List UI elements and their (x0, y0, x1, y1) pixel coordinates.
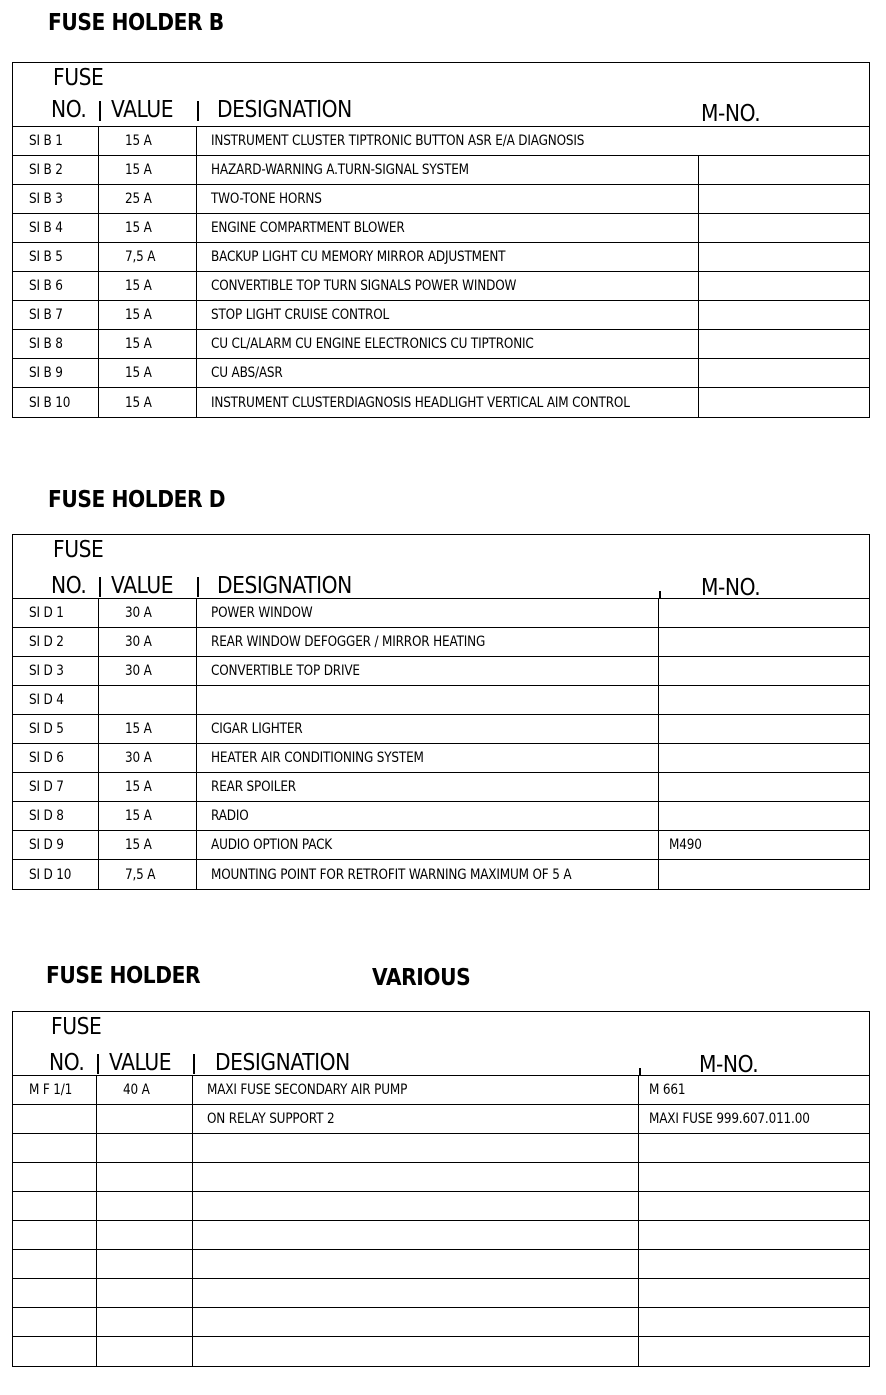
fuse-value-cell (97, 1308, 193, 1336)
fuse-no-cell (13, 330, 99, 358)
fuse-no-cell (13, 860, 99, 889)
section-title-fuse-holder-d: FUSE HOLDER D (48, 487, 226, 513)
designation-text: CU ABS/ASR (211, 365, 283, 381)
fuse-no-cell (13, 657, 99, 685)
m-no-cell (639, 1105, 871, 1133)
fuse-value-cell (97, 1105, 193, 1133)
fuse-value-text: 15 A (125, 220, 152, 236)
fuse-value-text: 15 A (125, 808, 152, 824)
fuse-value-text: 15 A (125, 133, 152, 149)
table-row (13, 1134, 869, 1163)
fuse-no-cell (13, 831, 99, 859)
fuse-value-cell (99, 185, 197, 213)
fuse-no-cell (13, 1076, 97, 1104)
fuse-value-cell (97, 1163, 193, 1191)
fuse-holder-d-table (12, 534, 870, 890)
designation-cell (193, 1250, 639, 1278)
fuse-no-text: SI B 10 (29, 394, 71, 411)
fuse-no-text: SI D 9 (29, 837, 64, 853)
designation-text: MOUNTING POINT FOR RETROFIT WARNING MAXIMUM OF 5 A (211, 866, 572, 883)
designation-cell (197, 359, 699, 387)
fuse-value-cell (99, 388, 197, 417)
fuse-value-cell (99, 330, 197, 358)
table-row (13, 301, 869, 330)
designation-cell (193, 1337, 639, 1366)
table-row (13, 599, 869, 628)
table-row (13, 243, 869, 272)
table-row (13, 272, 869, 301)
table-row (13, 1163, 869, 1192)
table-header (13, 63, 869, 127)
fuse-no-cell (13, 272, 99, 300)
fuse-no-cell (13, 1250, 97, 1278)
header-designation: DESIGNATION (217, 573, 352, 599)
fuse-no-cell (13, 1192, 97, 1220)
designation-cell (197, 330, 699, 358)
m-no-cell (639, 1134, 871, 1162)
fuse-value-text: 15 A (125, 721, 152, 737)
designation-cell (197, 185, 699, 213)
fuse-no-text: SI D 3 (29, 663, 64, 679)
table-body (13, 127, 869, 417)
table-row (13, 1192, 869, 1221)
table-row (13, 214, 869, 243)
designation-cell (197, 773, 659, 801)
m-no-cell (659, 686, 871, 714)
header-fuse: FUSE (53, 65, 104, 91)
m-no-cell (699, 214, 871, 242)
fuse-value-cell (99, 831, 197, 859)
designation-text: INSTRUMENT CLUSTERDIAGNOSIS HEADLIGHT VERTICAL AIM CONTROL (211, 394, 630, 411)
table-row (13, 156, 869, 185)
fuse-no-cell (13, 359, 99, 387)
fuse-no-text: SI D 4 (29, 692, 64, 708)
fuse-no-cell (13, 301, 99, 329)
m-no-cell (639, 1163, 871, 1191)
header-fuse: FUSE (51, 1014, 102, 1040)
fuse-value-cell (97, 1134, 193, 1162)
header-no: NO. (51, 97, 87, 123)
fuse-no-text: SI B 9 (29, 365, 63, 381)
fuse-value-cell (97, 1279, 193, 1307)
fuse-no-cell (13, 156, 99, 184)
section-title-fuse-holder-various: FUSE HOLDER (46, 963, 201, 989)
designation-text: BACKUP LIGHT CU MEMORY MIRROR ADJUSTMENT (211, 249, 506, 265)
designation-cell (197, 301, 699, 329)
fuse-no-text: M F 1/1 (29, 1082, 73, 1098)
fuse-no-text: SI D 8 (29, 808, 64, 824)
designation-cell (197, 388, 699, 417)
fuse-value-text: 15 A (125, 394, 152, 411)
m-no-cell (699, 127, 871, 155)
header-value: VALUE (111, 573, 174, 599)
designation-text: CU CL/ALARM CU ENGINE ELECTRONICS CU TIPTRONIC (211, 336, 534, 352)
designation-text: REAR SPOILER (211, 779, 296, 795)
m-no-cell (699, 330, 871, 358)
fuse-value-cell (97, 1076, 193, 1104)
header-m-no: M-NO. (701, 575, 761, 601)
header-designation: DESIGNATION (217, 97, 352, 123)
table-header (13, 535, 869, 599)
fuse-no-cell (13, 628, 99, 656)
fuse-value-text: 15 A (125, 779, 152, 795)
fuse-value-cell (99, 860, 197, 889)
fuse-no-cell (13, 1308, 97, 1336)
designation-cell (197, 860, 659, 889)
fuse-no-cell (13, 1105, 97, 1133)
fuse-value-text: 30 A (125, 750, 152, 766)
fuse-value-cell (99, 628, 197, 656)
table-row (13, 1076, 869, 1105)
fuse-no-text: SI B 2 (29, 162, 63, 178)
fuse-no-text: SI D 7 (29, 779, 64, 795)
designation-text: HEATER AIR CONDITIONING SYSTEM (211, 750, 424, 766)
header-value: VALUE (111, 97, 174, 123)
fuse-value-text: 30 A (125, 663, 152, 679)
table-row (13, 388, 869, 417)
fuse-value-cell (97, 1250, 193, 1278)
m-no-cell (659, 715, 871, 743)
fuse-no-cell (13, 1163, 97, 1191)
m-no-cell (639, 1076, 871, 1104)
m-no-cell (639, 1337, 871, 1366)
m-no-cell (639, 1221, 871, 1249)
fuse-no-cell (13, 686, 99, 714)
table-row (13, 185, 869, 214)
fuse-value-text: 7,5 A (125, 249, 156, 265)
fuse-value-text: 40 A (123, 1082, 150, 1098)
fuse-value-cell (99, 359, 197, 387)
fuse-no-cell (13, 185, 99, 213)
m-no-cell (699, 272, 871, 300)
header-m-no: M-NO. (701, 101, 761, 127)
designation-cell (197, 127, 699, 155)
m-no-cell (699, 359, 871, 387)
fuse-no-text: SI D 1 (29, 605, 64, 621)
fuse-value-text: 15 A (125, 162, 152, 178)
designation-cell (197, 156, 699, 184)
table-body (13, 1076, 869, 1366)
fuse-no-cell (13, 1134, 97, 1162)
designation-cell (197, 657, 659, 685)
fuse-no-cell (13, 744, 99, 772)
designation-cell (197, 831, 659, 859)
designation-text: REAR WINDOW DEFOGGER / MIRROR HEATING (211, 634, 486, 650)
fuse-value-cell (97, 1337, 193, 1366)
m-no-cell (699, 388, 871, 417)
fuse-value-cell (99, 773, 197, 801)
fuse-no-cell (13, 773, 99, 801)
table-row (13, 802, 869, 831)
designation-text: MAXI FUSE SECONDARY AIR PUMP (207, 1082, 408, 1098)
m-no-cell (659, 831, 871, 859)
designation-cell (197, 802, 659, 830)
m-no-cell (699, 156, 871, 184)
fuse-no-text: SI B 5 (29, 249, 63, 265)
designation-text: RADIO (211, 808, 249, 824)
header-no: NO. (49, 1050, 85, 1076)
m-no-cell (659, 773, 871, 801)
table-row (13, 1250, 869, 1279)
fuse-value-cell (97, 1221, 193, 1249)
fuse-value-cell (99, 214, 197, 242)
header-designation: DESIGNATION (215, 1050, 350, 1076)
designation-text: STOP LIGHT CRUISE CONTROL (211, 307, 390, 323)
table-row (13, 744, 869, 773)
fuse-no-text: SI D 2 (29, 634, 64, 650)
designation-cell (193, 1221, 639, 1249)
m-no-cell (639, 1308, 871, 1336)
table-row (13, 1221, 869, 1250)
m-no-text: MAXI FUSE 999.607.011.00 (649, 1111, 810, 1127)
designation-cell (193, 1279, 639, 1307)
m-no-cell (699, 185, 871, 213)
table-row (13, 359, 869, 388)
m-no-cell (659, 628, 871, 656)
header-no: NO. (51, 573, 87, 599)
fuse-value-cell (99, 272, 197, 300)
table-body (13, 599, 869, 889)
header-fuse: FUSE (53, 537, 104, 563)
fuse-no-cell (13, 388, 99, 417)
designation-cell (197, 214, 699, 242)
designation-text: POWER WINDOW (211, 605, 313, 621)
m-no-cell (659, 657, 871, 685)
fuse-value-cell (99, 599, 197, 627)
fuse-value-cell (99, 156, 197, 184)
designation-cell (197, 715, 659, 743)
table-row (13, 773, 869, 802)
table-row (13, 860, 869, 889)
table-row (13, 686, 869, 715)
fuse-no-cell (13, 599, 99, 627)
fuse-value-cell (99, 744, 197, 772)
fuse-value-cell (97, 1192, 193, 1220)
designation-text: HAZARD-WARNING A.TURN-SIGNAL SYSTEM (211, 162, 469, 178)
designation-text: ON RELAY SUPPORT 2 (207, 1111, 335, 1127)
fuse-no-cell (13, 214, 99, 242)
designation-cell (197, 599, 659, 627)
fuse-no-text: SI D 10 (29, 866, 72, 883)
table-row (13, 1105, 869, 1134)
fuse-value-cell (99, 243, 197, 271)
fuse-value-text: 15 A (125, 837, 152, 853)
fuse-value-cell (99, 301, 197, 329)
header-value: VALUE (109, 1050, 172, 1076)
table-row (13, 1279, 869, 1308)
table-row (13, 1308, 869, 1337)
fuse-value-text: 30 A (125, 634, 152, 650)
fuse-value-text: 25 A (125, 191, 152, 207)
designation-cell (197, 628, 659, 656)
designation-cell (197, 744, 659, 772)
designation-cell (193, 1105, 639, 1133)
designation-text: TWO-TONE HORNS (211, 191, 322, 207)
m-no-cell (639, 1279, 871, 1307)
m-no-cell (659, 802, 871, 830)
header-m-no: M-NO. (699, 1052, 759, 1078)
m-no-cell (659, 599, 871, 627)
fuse-value-text: 7,5 A (125, 866, 156, 883)
fuse-no-text: SI B 6 (29, 278, 63, 294)
section-subtitle-various: VARIOUS (372, 965, 471, 991)
fuse-no-cell (13, 127, 99, 155)
fuse-no-text: SI B 1 (29, 133, 63, 149)
designation-cell (197, 243, 699, 271)
designation-text: INSTRUMENT CLUSTER TIPTRONIC BUTTON ASR E/A DIAGNOSIS (211, 133, 585, 149)
designation-text: AUDIO OPTION PACK (211, 837, 333, 853)
fuse-no-cell (13, 243, 99, 271)
fuse-no-text: SI D 6 (29, 750, 64, 766)
table-row (13, 831, 869, 860)
fuse-no-text: SI B 7 (29, 307, 63, 323)
designation-text: CONVERTIBLE TOP DRIVE (211, 663, 360, 679)
designation-cell (193, 1308, 639, 1336)
designation-cell (197, 272, 699, 300)
fuse-value-cell (99, 802, 197, 830)
fuse-no-text: SI D 5 (29, 721, 64, 737)
m-no-cell (659, 860, 871, 889)
fuse-no-cell (13, 1221, 97, 1249)
designation-cell (193, 1134, 639, 1162)
m-no-cell (639, 1192, 871, 1220)
fuse-no-cell (13, 715, 99, 743)
table-row (13, 715, 869, 744)
fuse-value-cell (99, 657, 197, 685)
fuse-holder-various-table (12, 1011, 870, 1367)
fuse-no-cell (13, 802, 99, 830)
fuse-value-text: 15 A (125, 307, 152, 323)
fuse-value-text: 15 A (125, 336, 152, 352)
designation-cell (193, 1192, 639, 1220)
fuse-value-text: 15 A (125, 278, 152, 294)
designation-cell (197, 686, 659, 714)
fuse-holder-b-table (12, 62, 870, 418)
fuse-value-cell (99, 686, 197, 714)
fuse-no-text: SI B 8 (29, 336, 63, 352)
m-no-cell (699, 301, 871, 329)
fuse-value-cell (99, 127, 197, 155)
table-row (13, 657, 869, 686)
table-row (13, 628, 869, 657)
table-row (13, 127, 869, 156)
m-no-cell (659, 744, 871, 772)
fuse-value-cell (99, 715, 197, 743)
fuse-no-cell (13, 1279, 97, 1307)
table-row (13, 1337, 869, 1366)
designation-cell (193, 1076, 639, 1104)
table-row (13, 330, 869, 359)
fuse-no-text: SI B 3 (29, 191, 63, 207)
designation-text: ENGINE COMPARTMENT BLOWER (211, 220, 405, 236)
m-no-cell (639, 1250, 871, 1278)
fuse-no-cell (13, 1337, 97, 1366)
designation-text: CONVERTIBLE TOP TURN SIGNALS POWER WINDOW (211, 278, 517, 294)
fuse-no-text: SI B 4 (29, 220, 63, 236)
fuse-value-text: 30 A (125, 605, 152, 621)
m-no-text: M490 (669, 837, 702, 853)
designation-cell (193, 1163, 639, 1191)
m-no-cell (699, 243, 871, 271)
section-title-fuse-holder-b: FUSE HOLDER B (48, 10, 224, 36)
fuse-value-text: 15 A (125, 365, 152, 381)
m-no-text: M 661 (649, 1082, 686, 1098)
designation-text: CIGAR LIGHTER (211, 721, 303, 737)
table-header (13, 1012, 869, 1076)
